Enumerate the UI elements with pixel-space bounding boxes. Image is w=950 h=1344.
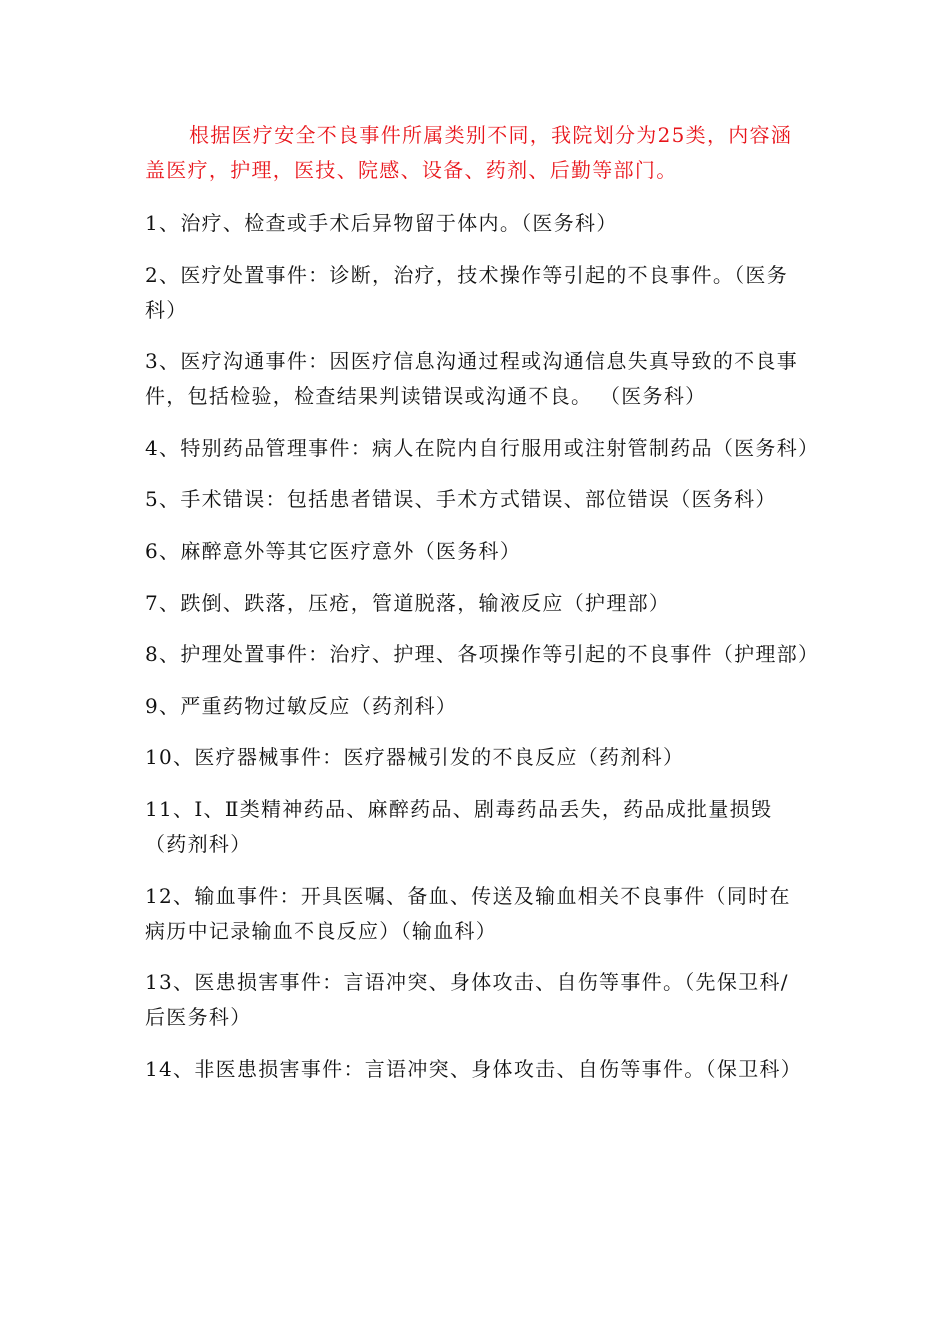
list-item-12: 12、输血事件：开具医嘱、备血、传送及输血相关不良事件（同时在病历中记录输血不良反应）（输血科） [145,883,791,943]
list-item-13: 13、医患损害事件：言语冲突、身体攻击、自伤等事件。（先保卫科/后医务科） [145,970,789,1030]
document-page [145,118,820,1103]
list-item-2: 2、医疗处置事件：诊断，治疗，技术操作等引起的不良事件。（医务科） [145,262,789,322]
list-item-11: 11、Ⅰ、Ⅱ类精神药品、麻醉药品、剧毒药品丢失，药品成批量损毁（药剂科） [145,796,773,856]
list-item-7: 7、跌倒、跌落，压疮，管道脱落，输液反应（护理部） [145,590,671,615]
list-item-4: 4、特别药品管理事件：病人在院内自行服用或注射管制药品（医务科） [145,435,820,460]
list-item-10: 10、医疗器械事件：医疗器械引发的不良反应（药剂科） [145,745,685,770]
list-item-3: 3、医疗沟通事件：因医疗信息沟通过程或沟通信息失真导致的不良事件，包括检验，检查结果判读错误或沟通不良。 （医务科） [145,349,799,409]
intro-paragraph: 根据医疗安全不良事件所属类别不同，我院划分为25类，内容涵盖医疗，护理，医技、院感、设备、药剂、后勤等部门。 [145,123,793,182]
list-item-1: 1、治疗、检查或手术后异物留于体内。（医务科） [145,211,618,235]
list-item-8: 8、护理处置事件：治疗、护理、各项操作等引起的不良事件（护理部） [145,642,820,667]
list-item-14: 14、非医患损害事件：言语冲突、身体攻击、自伤等事件。（保卫科） [145,1056,803,1081]
list-item-6: 6、麻醉意外等其它医疗意外（医务科） [145,538,522,563]
list-item-5: 5、手术错误：包括患者错误、手术方式错误、部位错误（医务科） [145,487,777,512]
list-item-9: 9、严重药物过敏反应（药剂科） [145,693,458,718]
